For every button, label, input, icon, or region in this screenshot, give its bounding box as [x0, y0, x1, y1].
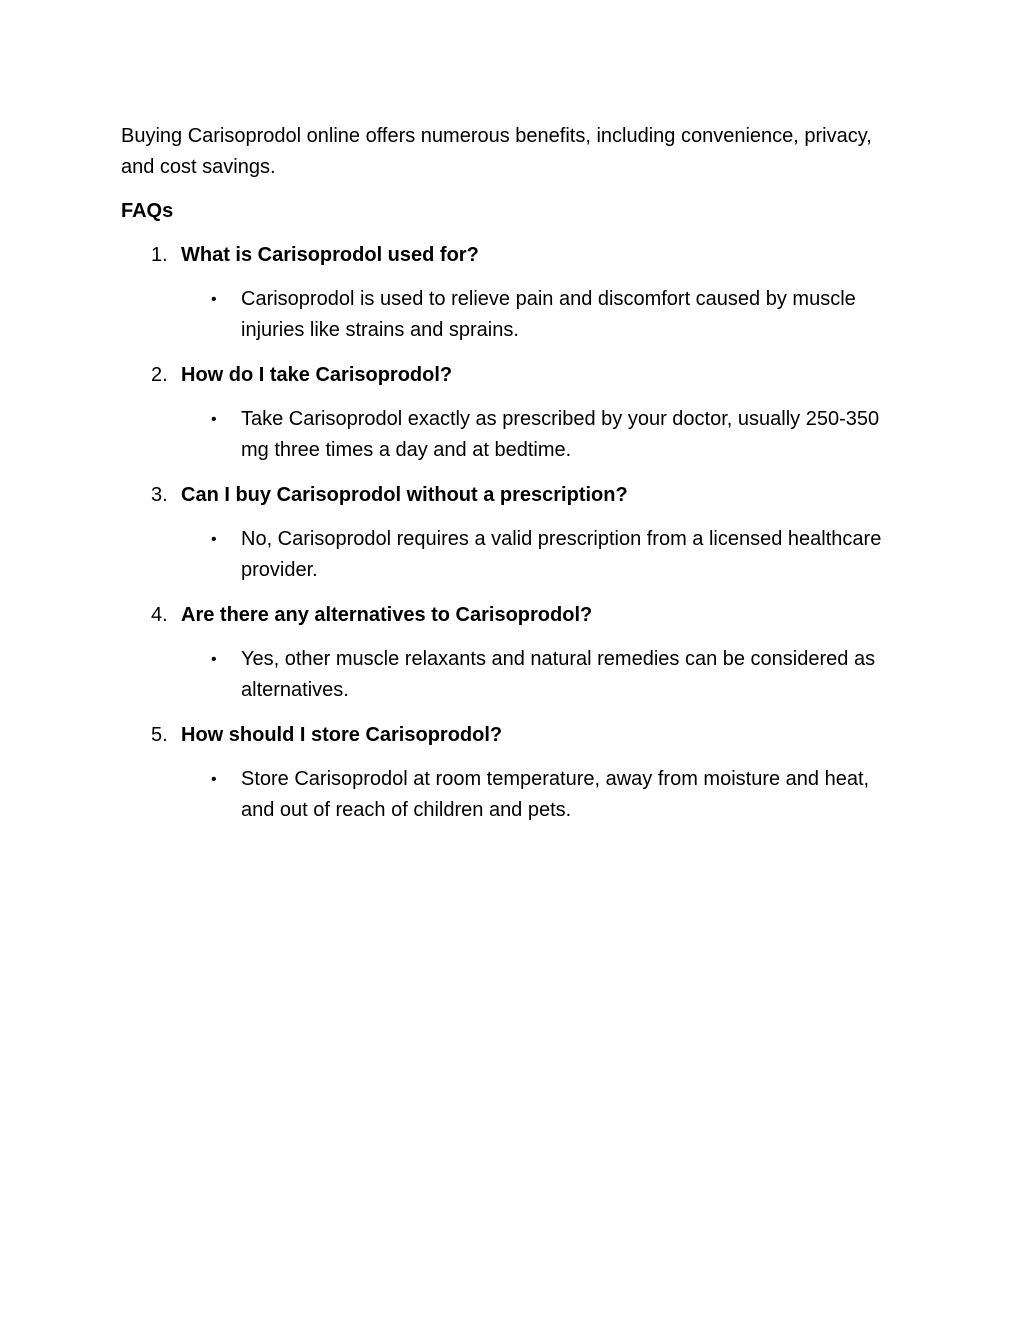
faq-answer: Take Carisoprodol exactly as prescribed by your doctor, usually 250-350 mg three times a day and at bedtime.	[241, 408, 880, 461]
faq-item-5	[121, 720, 901, 826]
faq-number: 5.	[151, 724, 168, 746]
faq-question-row	[121, 480, 901, 511]
faq-question: Can I buy Carisoprodol without a prescription?	[181, 484, 628, 506]
faq-answer-row	[121, 404, 901, 466]
faq-question: Are there any alternatives to Carisoprodol?	[181, 604, 593, 626]
faq-question: What is Carisoprodol used for?	[181, 244, 479, 266]
faq-answer: No, Carisoprodol requires a valid prescription from a licensed healthcare provider.	[241, 528, 882, 581]
bullet-icon: •	[211, 531, 217, 548]
faq-item-2	[121, 360, 901, 466]
faq-answer-row	[121, 644, 901, 706]
faq-question-row	[121, 360, 901, 391]
faq-number: 3.	[151, 484, 168, 506]
document-content	[121, 121, 901, 840]
faqs-heading: FAQs	[121, 200, 174, 222]
faq-question-row	[121, 600, 901, 631]
faq-item-1	[121, 240, 901, 346]
faq-answer-row	[121, 284, 901, 346]
faq-item-4	[121, 600, 901, 706]
faq-number: 2.	[151, 364, 168, 386]
bullet-icon: •	[211, 651, 217, 668]
bullet-icon: •	[211, 771, 217, 788]
bullet-icon: •	[211, 411, 217, 428]
bullet-icon: •	[211, 291, 217, 308]
faq-answer: Yes, other muscle relaxants and natural remedies can be considered as alternatives.	[241, 648, 876, 701]
faq-question-row	[121, 240, 901, 271]
faq-number: 4.	[151, 604, 168, 626]
faq-question: How do I take Carisoprodol?	[181, 364, 453, 386]
faq-list	[121, 240, 901, 826]
faq-answer-row	[121, 524, 901, 586]
intro-paragraph: Buying Carisoprodol online offers numerous benefits, including convenience, privacy, and cost savings.	[121, 125, 872, 178]
faq-question: How should I store Carisoprodol?	[181, 724, 503, 746]
faq-answer: Carisoprodol is used to relieve pain and discomfort caused by muscle injuries like strains and sprains.	[241, 288, 856, 341]
faq-number: 1.	[151, 244, 168, 266]
faq-question-row	[121, 720, 901, 751]
faq-item-3	[121, 480, 901, 586]
faq-answer: Store Carisoprodol at room temperature, away from moisture and heat, and out of reach of children and pets.	[241, 768, 870, 821]
faq-answer-row	[121, 764, 901, 826]
